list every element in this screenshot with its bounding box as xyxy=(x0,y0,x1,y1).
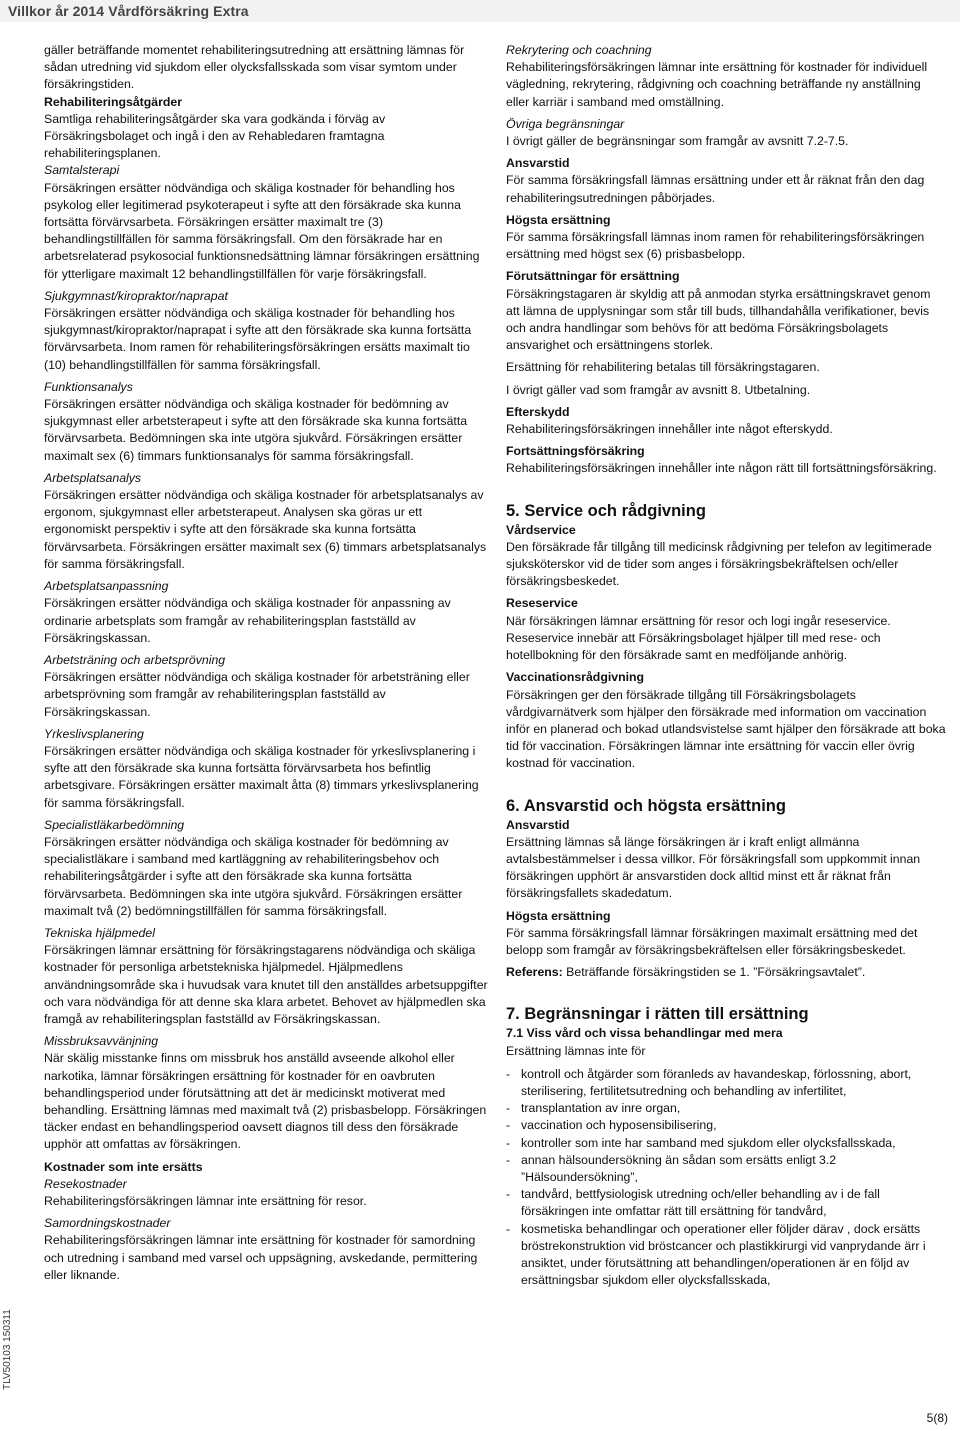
list-item: - transplantation av inre organ, xyxy=(506,1101,681,1116)
section-5-title: 5. Service och rådgivning xyxy=(506,501,706,520)
vaccination-text: Försäkringen ger den försäkrade tillgång till Försäkringsbolagets vårdgivarnätverk som hjälper den försäkrade med information om vaccination inför en planerad och bokad utlandsvistelse samt hjälper den försäkrade att boka tid för vaccination. Försäkringen lämnar inte ersättning för vaccin eller övrig kostnad för vaccination. xyxy=(506,687,946,771)
arbetsplatsanpassning-heading: Arbetsplatsanpassning xyxy=(44,579,169,594)
hjalpmedel-text: Försäkringen lämnar ersättning för försäkringstagarens nödvändiga och skäliga kostnader för personliga arbetstekniska hjälpmedel. Hjälpmedlens användningsområde ska i huvudsak vara knutet till den anställdes arbetsuppgifter och vara nödvändiga för att denne ska klara arbetet. Behovet av hjälpmedlen ska framgå av rehabiliteringsplan fastställd av Försäkringskassan. xyxy=(44,943,488,1026)
forutsattningar-heading: Förutsättningar för ersättning xyxy=(506,269,680,284)
s6-hogsta-heading: Högsta ersättning xyxy=(506,908,611,923)
vardservice-heading: Vårdservice xyxy=(506,522,576,537)
efterskydd-heading: Efterskydd xyxy=(506,404,570,419)
s6-ansvarstid-heading: Ansvarstid xyxy=(506,817,570,832)
hogsta-text: För samma försäkringsfall lämnas inom ramen för rehabiliteringsförsäkringen ersättning med högst sex (6) prisbasbelopp. xyxy=(506,230,925,262)
forutsattningar-text-3: I övrigt gäller vad som framgår av avsnitt 8. Utbetalning. xyxy=(506,382,811,397)
exclusion-list xyxy=(506,1066,946,1290)
vardservice-text: Den försäkrade får tillgång till medicinsk rådgivning per telefon av legitimerade sjuksköterskor vid de tider som anges i försäkringsbekräftelsen och/eller försäkringsbeskedet. xyxy=(506,539,932,589)
hogsta-heading: Högsta ersättning xyxy=(506,212,611,227)
arbetstraning-heading: Arbetsträning och arbetsprövning xyxy=(44,652,226,667)
ovriga-heading: Övriga begränsningar xyxy=(506,116,625,131)
list-item: - kontroller som inte har samband med sjukdom eller olycksfallsskada, xyxy=(506,1135,896,1150)
s71-intro: Ersättning lämnas inte för xyxy=(506,1043,646,1058)
page-number: 5(8) xyxy=(926,1411,948,1425)
intro-text: gäller beträffande momentet rehabiliteringsutredning att ersättning lämnas för sådan utredning vid sjukdom eller olycksfallsskada som visar symtom under försäkringstiden. xyxy=(44,43,465,92)
vaccination-heading: Vaccinationsrådgivning xyxy=(506,670,645,685)
kostnader-heading: Kostnader som inte ersätts xyxy=(44,1159,203,1174)
reseservice-text: När försäkringen lämnar ersättning för resor och logi ingår reseservice. Reseservice innebär att Försäkringsbolaget hjälper till med rese- och hotellbokning för den försäkrade samt en medföljande anhörig. xyxy=(506,613,891,663)
right-column xyxy=(506,42,946,1289)
resekostnader-heading: Resekostnader xyxy=(44,1176,127,1191)
list-item: - vaccination och hyposensibilisering, xyxy=(506,1118,717,1133)
header-bar xyxy=(0,0,960,22)
document-code: TLV50103 150311 xyxy=(2,1309,13,1390)
arbetsplatsanalys-text: Försäkringen ersätter nödvändiga och skäliga kostnader för arbetsplatsanalys av ergonom, sjukgymnast eller arbetsterapeut. Analysen ska göras ur ett ergonomiskt perspektiv i syfte att den försäkrade ska kunna fortsätta förvärvsarbeta. Försäkringen ersätter maximalt sex (6) timmars arbetsplatsanalys för samma försäkringsfall. xyxy=(44,488,487,571)
specialist-heading: Specialistläkarbedömning xyxy=(44,817,185,832)
ansvarstid-text: För samma försäkringsfall lämnas ersättning under ett år räknat från den dag rehabiliteringsutredningen påbörjades. xyxy=(506,173,925,205)
sjukgymnast-text: Försäkringen ersätter nödvändiga och skäliga kostnader för behandling hos sjukgymnast/kiropraktor/naprapat i syfte att den försäkrade ska kunna fortsätta förvärvsarbeta. Inom ramen för rehabiliteringsförsäkringen ersätts maximalt tio (10) behandlingstillfällen för samma försäkringsfall. xyxy=(44,306,472,372)
list-item: - kosmetiska behandlingar och operationer eller följder därav , dock ersätts bröstrekonstruktion vid bröstcancer och plastikkirurgi vid vanprydande ärr i ansiktet, under förutsättning att behandlingen/operationen är en följd av ersättningsbar sjukdom eller olycksfallsskada, xyxy=(506,1221,926,1288)
arbetsplatsanpassning-text: Försäkringen ersätter nödvändiga och skäliga kostnader för anpassning av ordinarie arbetsplats som framgår av rehabiliteringsplan fastställd av Försäkringskassan. xyxy=(44,596,451,645)
resekostnader-text: Rehabiliteringsförsäkringen lämnar inte ersättning för resor. xyxy=(44,1194,367,1208)
funktionsanalys-heading: Funktionsanalys xyxy=(44,379,133,394)
fortsattning-text: Rehabiliteringsförsäkringen innehåller inte någon rätt till fortsättningsförsäkring. xyxy=(506,461,937,476)
arbetsplatsanalys-heading: Arbetsplatsanalys xyxy=(44,470,142,485)
section-7-title: 7. Begränsningar i rätten till ersättning xyxy=(506,1005,809,1024)
forutsattningar-text: Försäkringstagaren är skyldig att på anmodan styrka ersättningskravet genom att lämna de upplysningar som står till buds, tillhandahålla verifikationer, bevis och andra handlingar som behövs för att bedöma Försäkringsbolagets ansvarighet och ersättningens storlek. xyxy=(506,286,931,353)
ovriga-text: I övrigt gäller de begränsningar som framgår av avsnitt 7.2-7.5. xyxy=(506,134,849,149)
s71-heading: 7.1 Viss vård och vissa behandlingar med mera xyxy=(506,1026,783,1041)
referens-label: Referens: xyxy=(506,965,563,980)
list-item: - kontroll och åtgärder som föranleds av havandeskap, förlossning, abort, sterilisering, fertilitetsutredning och behandling av infertilitet, xyxy=(506,1066,912,1098)
left-column xyxy=(44,42,492,1284)
hjalpmedel-heading: Tekniska hjälpmedel xyxy=(44,925,155,940)
samtalsterapi-heading: Samtalsterapi xyxy=(44,163,120,178)
rehab-text: Samtliga rehabiliteringsåtgärder ska vara godkända i förväg av Försäkringsbolaget och ingå i den av Rehabledaren framtagna rehabiliteringsplanen. xyxy=(44,111,386,161)
rekrytering-text: Rehabiliteringsförsäkringen lämnar inte ersättning för kostnader för individuell vägledning, rekrytering, rådgivning och coachning beträffande ny anställning eller karriär i samband med omställning. xyxy=(506,60,928,109)
yrkeslivsplanering-text: Försäkringen ersätter nödvändiga och skäliga kostnader för yrkeslivsplanering i syfte att den försäkrade ska kunna fortsätta förvärvsarbeta hos befintlig arbetsgivare. Försäkringen ersätter maximalt åtta (8) timmars yrkeslivsplanering för samma försäkringsfall. xyxy=(44,743,479,810)
specialist-text: Försäkringen ersätter nödvändiga och skäliga kostnader för bedömning av specialistläkare i samband med kartläggning av rehabiliteringsbehov och rehabiliteringsåtgärder i syfte att den försäkrade ska kunna fortsätta förvärvsarbeta. Bedömningen ska inte utgöra sjukvård. Försäkringen ersätter maximalt två (2) bedömningstillfällen för samma försäkringsfall. xyxy=(44,834,463,918)
samordning-heading: Samordningskostnader xyxy=(44,1216,171,1231)
efterskydd-text: Rehabiliteringsförsäkringen innehåller inte något efterskydd. xyxy=(506,422,833,437)
list-item: - annan hälsoundersökning än sådan som ersätts enligt 3.2 ”Hälsoundersökning”, xyxy=(506,1152,837,1184)
ansvarstid-heading: Ansvarstid xyxy=(506,156,570,171)
forutsattningar-text-2: Ersättning för rehabilitering betalas till försäkringstagaren. xyxy=(506,360,820,375)
s6-hogsta-text: För samma försäkringsfall lämnar försäkringen maximalt ersättning med det belopp som framgår av försäkringsbekräftelsen eller försäkringsbeskedet. xyxy=(506,925,918,957)
fortsattning-heading: Fortsättningsförsäkring xyxy=(506,444,645,459)
rekrytering-heading: Rekrytering och coachning xyxy=(506,43,652,57)
yrkeslivsplanering-heading: Yrkeslivsplanering xyxy=(44,726,144,741)
referens-text: Beträffande försäkringstiden se 1. ”Försäkringsavtalet”. xyxy=(562,965,866,980)
referens-line xyxy=(506,964,946,981)
missbruk-heading: Missbruksavvänjning xyxy=(44,1034,159,1049)
arbetstraning-text: Försäkringen ersätter nödvändiga och skäliga kostnader för arbetsträning eller arbetsprövning som framgår av rehabiliteringsplan fastställd av Försäkringskassan. xyxy=(44,670,470,719)
sjukgymnast-heading: Sjukgymnast/kiropraktor/naprapat xyxy=(44,288,228,303)
samtalsterapi-text: Försäkringen ersätter nödvändiga och skäliga kostnader för behandling hos psykolog eller legitimerad psykoterapeut i syfte att den försäkrade ska kunna fortsätta förvärvsarbeta. Försäkringen ersätter maximalt tre (3) behandlingstillfällen för samma försäkringsfall. Om den försäkrade har en arbetsrelaterad psykosocial funktionsnedsättning lämnar försäkringen ersättning för ytterligare maximalt 12 behandlingstillfällen för varje försäkringsfall. xyxy=(44,180,480,281)
document-title: Villkor år 2014 Vårdförsäkring Extra xyxy=(8,3,249,19)
list-item: - tandvård, bettfysiologisk utredning och/eller behandling av i de fall försäkringen inte omfattar rätt till ersättning för tandvård, xyxy=(506,1187,880,1219)
rehab-heading: Rehabiliteringsåtgärder xyxy=(44,94,183,109)
s6-ansvarstid-text: Ersättning lämnas så länge försäkringen är i kraft enligt allmänna avtalsbestämmelser i dessa villkor. För försäkringsfall som uppkommit innan försäkringen upphört är ansvarstiden dock alltid minst ett år räknat från försäkringsfallets skadedatum. xyxy=(506,834,921,901)
funktionsanalys-text: Försäkringen ersätter nödvändiga och skäliga kostnader för bedömning av sjukgymnast eller arbetsterapeut i syfte att den försäkrade ska kunna fortsätta förvärvsarbeta. Bedömningen ska inte utgöra sjukvård. Försäkringen ersätter maximalt sex (6) timmars funktionsanalys för samma försäkringsfall. xyxy=(44,397,468,463)
samordning-text: Rehabiliteringsförsäkringen lämnar inte ersättning för kostnader för samordning och utredning i samband med varsel och uppsägning, avskedande, permittering eller liknande. xyxy=(44,1233,478,1282)
reseservice-heading: Reseservice xyxy=(506,596,578,611)
missbruk-text: När skälig misstanke finns om missbruk hos anställd avseende alkohol eller narkotika, lämnar försäkringen ersättning för kostnader för en oavbruten behandlingsperiod under förutsättning att det är medicinskt motiverat med behandling. Ersättning lämnas med maximalt två (2) prisbasbelopp. Försäkringen täcker endast en behandlingsperiod oavsett diagnos till dess den försäkrade upphör att omfattas av försäkringen. xyxy=(44,1051,487,1152)
section-6-title: 6. Ansvarstid och högsta ersättning xyxy=(506,796,786,815)
